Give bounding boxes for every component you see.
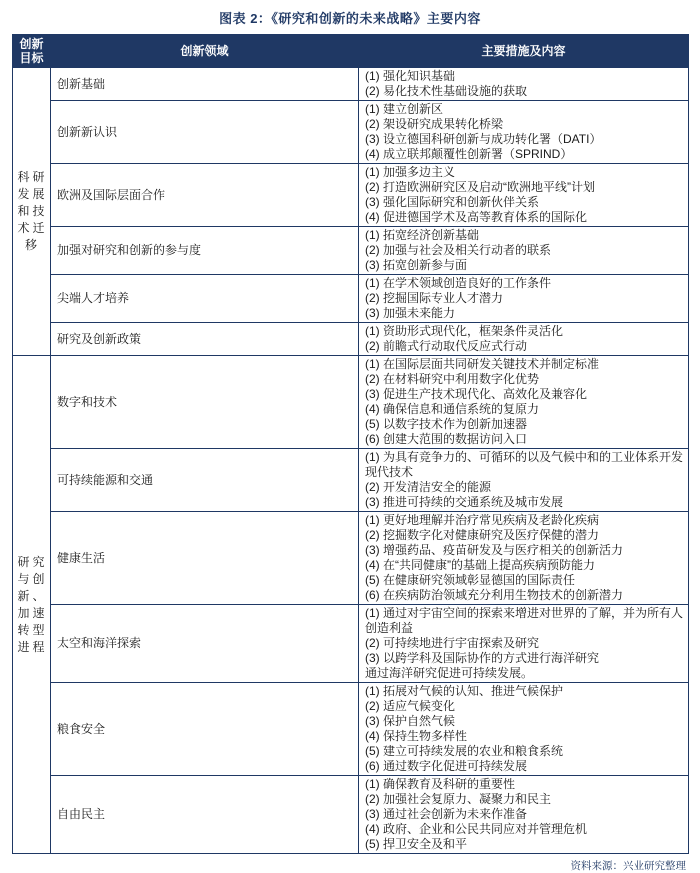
measure-line: (3) 拓宽创新参与面 <box>365 258 468 272</box>
measures-cell <box>359 227 689 275</box>
innovation-field-cell: 数字和技术 <box>51 356 359 449</box>
measure-line: (1) 更好地理解并治疗常见疾病及老龄化疾病 <box>365 513 600 527</box>
table-row <box>13 776 689 854</box>
table-body <box>13 68 689 854</box>
measure-line: (3) 促进生产技术现代化、高效化及兼容化 <box>365 387 588 401</box>
source-note: 资料来源：兴业研究整理 <box>570 860 686 872</box>
measure-line: (1) 拓宽经济创新基础 <box>365 228 480 242</box>
measures-cell <box>359 101 689 164</box>
measure-line: (2) 加强社会复原力、凝聚力和民主 <box>365 792 552 806</box>
measures-cell <box>359 275 689 323</box>
innovation-field-cell: 创新基础 <box>51 68 359 101</box>
table-row <box>13 683 689 776</box>
measure-line: (4) 在“共同健康”的基础上提高疾病预防能力 <box>365 558 595 572</box>
table-row <box>13 356 689 449</box>
header-field: 创新领域 <box>51 35 359 68</box>
measure-line: (2) 易化技术性基础设施的获取 <box>365 84 528 98</box>
measures-cell <box>359 323 689 356</box>
innovation-field-cell: 粮食安全 <box>51 683 359 776</box>
table-row <box>13 101 689 164</box>
innovation-field-cell: 加强对研究和创新的参与度 <box>51 227 359 275</box>
measure-line: (5) 建立可持续发展的农业和粮食系统 <box>365 744 564 758</box>
table-row <box>13 512 689 605</box>
header-goal: 创新目标 <box>13 35 51 68</box>
measures-cell <box>359 776 689 854</box>
table-row <box>13 275 689 323</box>
innovation-field-cell: 健康生活 <box>51 512 359 605</box>
measure-line: (3) 通过社会创新为未来作准备 <box>365 807 528 821</box>
innovation-goal-cell: 研究与创新、加速转型进程 <box>13 356 51 854</box>
measure-line: (6) 通过数字化促进可持续发展 <box>365 759 528 773</box>
innovation-goal-cell: 科研发展和技术迁移 <box>13 68 51 356</box>
measure-line: (3) 设立德国科研创新与成功转化署（DATI） <box>365 132 602 146</box>
table-row <box>13 164 689 227</box>
measure-line: (3) 以跨学科及国际协作的方式进行海洋研究 <box>365 651 600 665</box>
measure-line: (4) 确保信息和通信系统的复原力 <box>365 402 540 416</box>
measure-line: (2) 挖掘数字化对健康研究及医疗保健的潜力 <box>365 528 600 542</box>
measure-line: (2) 挖掘国际专业人才潜力 <box>365 291 504 305</box>
header-row <box>13 35 689 68</box>
measure-line: (2) 适应气候变化 <box>365 699 456 713</box>
measure-line: (5) 在健康研究领域彰显德国的国际责任 <box>365 573 576 587</box>
figure-title: 图表 2：《研究和创新的未来战略》主要内容 <box>219 11 481 26</box>
measure-line: (2) 架设研究成果转化桥梁 <box>365 117 504 131</box>
table-header <box>13 35 689 68</box>
table-row <box>13 323 689 356</box>
measures-cell <box>359 605 689 683</box>
measures-cell <box>359 164 689 227</box>
measure-line: (4) 保持生物多样性 <box>365 729 468 743</box>
measure-line: (1) 通过对宇宙空间的探索来增进对世界的了解，并为所有人创造利益 <box>365 606 684 635</box>
header-measures: 主要措施及内容 <box>359 35 689 68</box>
table-row <box>13 605 689 683</box>
innovation-field-cell: 欧洲及国际层面合作 <box>51 164 359 227</box>
measures-cell <box>359 512 689 605</box>
innovation-field-cell: 创新新认识 <box>51 101 359 164</box>
measure-line: (2) 可持续地进行宇宙探索及研究 <box>365 636 540 650</box>
measure-line: (4) 促进德国学术及高等教育体系的国际化 <box>365 210 588 224</box>
measures-cell <box>359 68 689 101</box>
measures-cell <box>359 449 689 512</box>
strategy-table <box>12 34 689 854</box>
measure-line: (6) 创建大范围的数据访问入口 <box>365 432 528 446</box>
measure-line: (1) 拓展对气候的认知、推进气候保护 <box>365 684 564 698</box>
measure-line: (5) 捍卫安全及和平 <box>365 837 468 851</box>
table-row <box>13 68 689 101</box>
measure-line: (5) 以数字技术作为创新加速器 <box>365 417 528 431</box>
measure-line: 通过海洋研究促进可持续发展。 <box>365 666 534 680</box>
measure-line: (1) 在学术领域创造良好的工作条件 <box>365 276 552 290</box>
table-row <box>13 227 689 275</box>
measure-line: (2) 加强与社会及相关行动者的联系 <box>365 243 552 257</box>
measure-line: (1) 确保教育及科研的重要性 <box>365 777 516 791</box>
measure-line: (3) 强化国际研究和创新伙伴关系 <box>365 195 540 209</box>
table-row <box>13 449 689 512</box>
measure-line: (6) 在疾病防治领域充分利用生物技术的创新潜力 <box>365 588 624 602</box>
measure-line: (1) 资助形式现代化，框架条件灵活化 <box>365 324 564 338</box>
measures-cell <box>359 683 689 776</box>
measure-line: (3) 推进可持续的交通系统及城市发展 <box>365 495 564 509</box>
innovation-field-cell: 尖端人才培养 <box>51 275 359 323</box>
innovation-field-cell: 自由民主 <box>51 776 359 854</box>
measure-line: (2) 打造欧洲研究区及启动“欧洲地平线”计划 <box>365 180 595 194</box>
measure-line: (1) 建立创新区 <box>365 102 444 116</box>
measure-line: (1) 为具有竞争力的、可循环的以及气候中和的工业体系开发现代技术 <box>365 450 684 479</box>
measure-line: (3) 加强未来能力 <box>365 306 456 320</box>
measure-line: (3) 保护自然气候 <box>365 714 456 728</box>
innovation-field-cell: 太空和海洋探索 <box>51 605 359 683</box>
measures-cell <box>359 356 689 449</box>
measure-line: (1) 在国际层面共同研发关键技术并制定标准 <box>365 357 600 371</box>
measure-line: (4) 政府、企业和公民共同应对并管理危机 <box>365 822 588 836</box>
measure-line: (2) 在材料研究中利用数字化优势 <box>365 372 540 386</box>
measure-line: (2) 前瞻式行动取代反应式行动 <box>365 339 528 353</box>
measure-line: (2) 开发清洁安全的能源 <box>365 480 492 494</box>
measure-line: (1) 强化知识基础 <box>365 69 456 83</box>
measure-line: (1) 加强多边主义 <box>365 165 456 179</box>
innovation-field-cell: 可持续能源和交通 <box>51 449 359 512</box>
measure-line: (4) 成立联邦颠覆性创新署（SPRIND） <box>365 147 573 161</box>
innovation-field-cell: 研究及创新政策 <box>51 323 359 356</box>
measure-line: (3) 增强药品、疫苗研发及与医疗相关的创新活力 <box>365 543 624 557</box>
